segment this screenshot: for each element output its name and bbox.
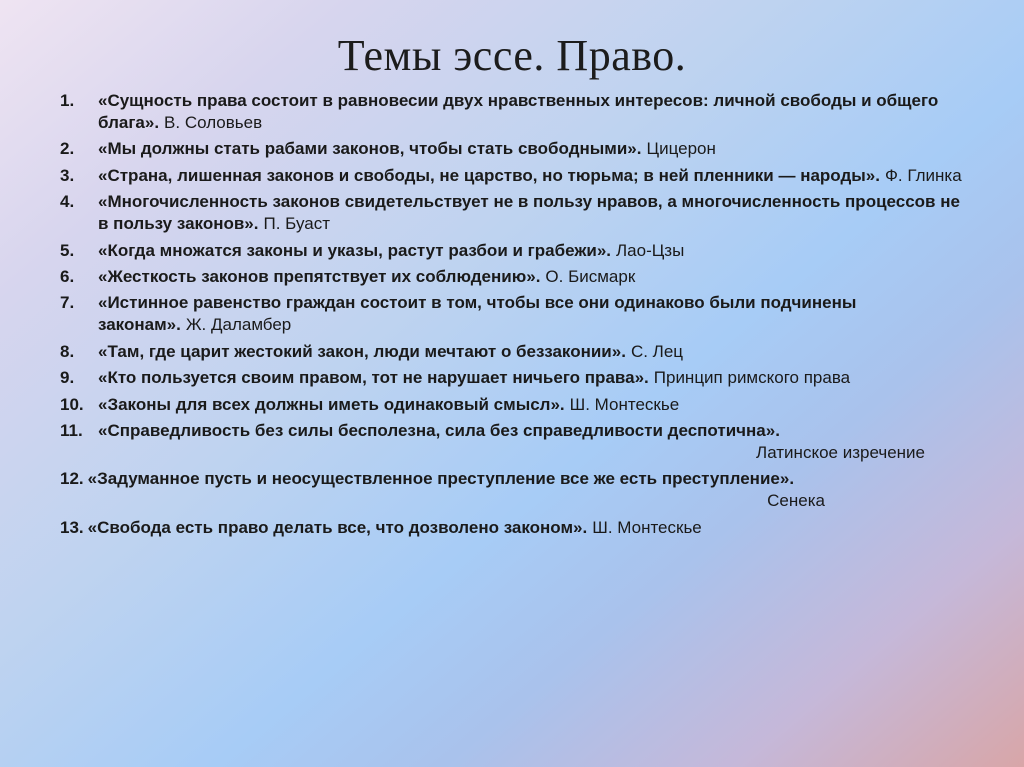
item-number: 4. (60, 192, 75, 212)
item-quote: «Кто пользуется своим правом, тот не нарушает ничьего права». (98, 368, 649, 388)
list-item (60, 517, 965, 539)
list-item (60, 165, 965, 187)
item-number: 7. (60, 293, 75, 313)
item-quote: «Свобода есть право делать все, что дозволено законом». (87, 517, 588, 537)
item-quote: «Сущность права состоит в равновесии двух нравственных интересов: личной свободы и общего блага». (98, 91, 939, 132)
list-item (60, 367, 965, 389)
list-item (60, 420, 965, 464)
slide-title: Темы эссе. Право. (337, 31, 687, 80)
item-number: 10. (60, 394, 84, 414)
item-author: Ф. Глинка (884, 165, 962, 185)
list-item (60, 191, 965, 235)
item-author: Ш. Монтескье (592, 517, 702, 537)
list-item (60, 240, 965, 262)
list-item (60, 138, 965, 160)
item-author: О. Бисмарк (545, 266, 636, 286)
item-quote: «Страна, лишенная законов и свободы, не царство, но тюрьма; в ней пленники — народы». (98, 165, 880, 185)
item-quote: «Там, где царит жестокий закон, люди мечтают о беззаконии». (98, 341, 626, 361)
item-author: Лао-Цзы (616, 240, 685, 260)
item-number: 11. (60, 420, 83, 440)
list-item (60, 266, 965, 288)
list-item (60, 90, 965, 134)
item-author: Ж. Даламбер (185, 315, 292, 335)
item-author: П. Буаст (263, 214, 330, 234)
item-author: Цицерон (646, 139, 716, 159)
list-item (60, 468, 965, 512)
item-number: 3. (60, 165, 75, 185)
item-number: 6. (60, 266, 75, 286)
item-author: Латинское изречение (756, 442, 925, 462)
item-number: 9. (60, 368, 75, 388)
item-quote: «Задуманное пусть и неосуществленное преступление все же есть преступление». (87, 469, 795, 489)
item-number: 12. (60, 469, 84, 489)
item-author: Принцип римского права (653, 368, 851, 388)
item-quote: «Мы должны стать рабами законов, чтобы стать свободными». (98, 139, 642, 159)
item-quote: «Многочисленность законов свидетельствует не в пользу нравов, а многочисленность процессов не в пользу законов». (98, 192, 960, 234)
list-item (60, 292, 965, 336)
item-quote: «Истинное равенство граждан состоит в том, чтобы все они одинаково были подчинены законам». (98, 293, 857, 335)
item-quote: «Справедливость без силы бесполезна, сила без справедливости деспотична». (98, 420, 780, 440)
item-author: Ш. Монтескье (569, 394, 680, 414)
item-author: В. Соловьев (164, 113, 263, 132)
item-number: 8. (60, 341, 75, 361)
item-number: 13. (60, 517, 84, 537)
item-quote: «Жесткость законов препятствует их соблюдению». (98, 266, 541, 286)
item-author: Сенека (767, 491, 825, 511)
item-number: 2. (60, 139, 75, 159)
list-item (60, 394, 965, 416)
item-quote: «Когда множатся законы и указы, растут разбои и грабежи». (98, 240, 611, 260)
item-number: 5. (60, 240, 75, 260)
item-author: С. Лец (630, 341, 684, 361)
essay-topics-list (60, 90, 965, 543)
item-number: 1. (60, 91, 75, 110)
item-quote: «Законы для всех должны иметь одинаковый смысл». (98, 394, 565, 414)
list-item (60, 341, 965, 363)
